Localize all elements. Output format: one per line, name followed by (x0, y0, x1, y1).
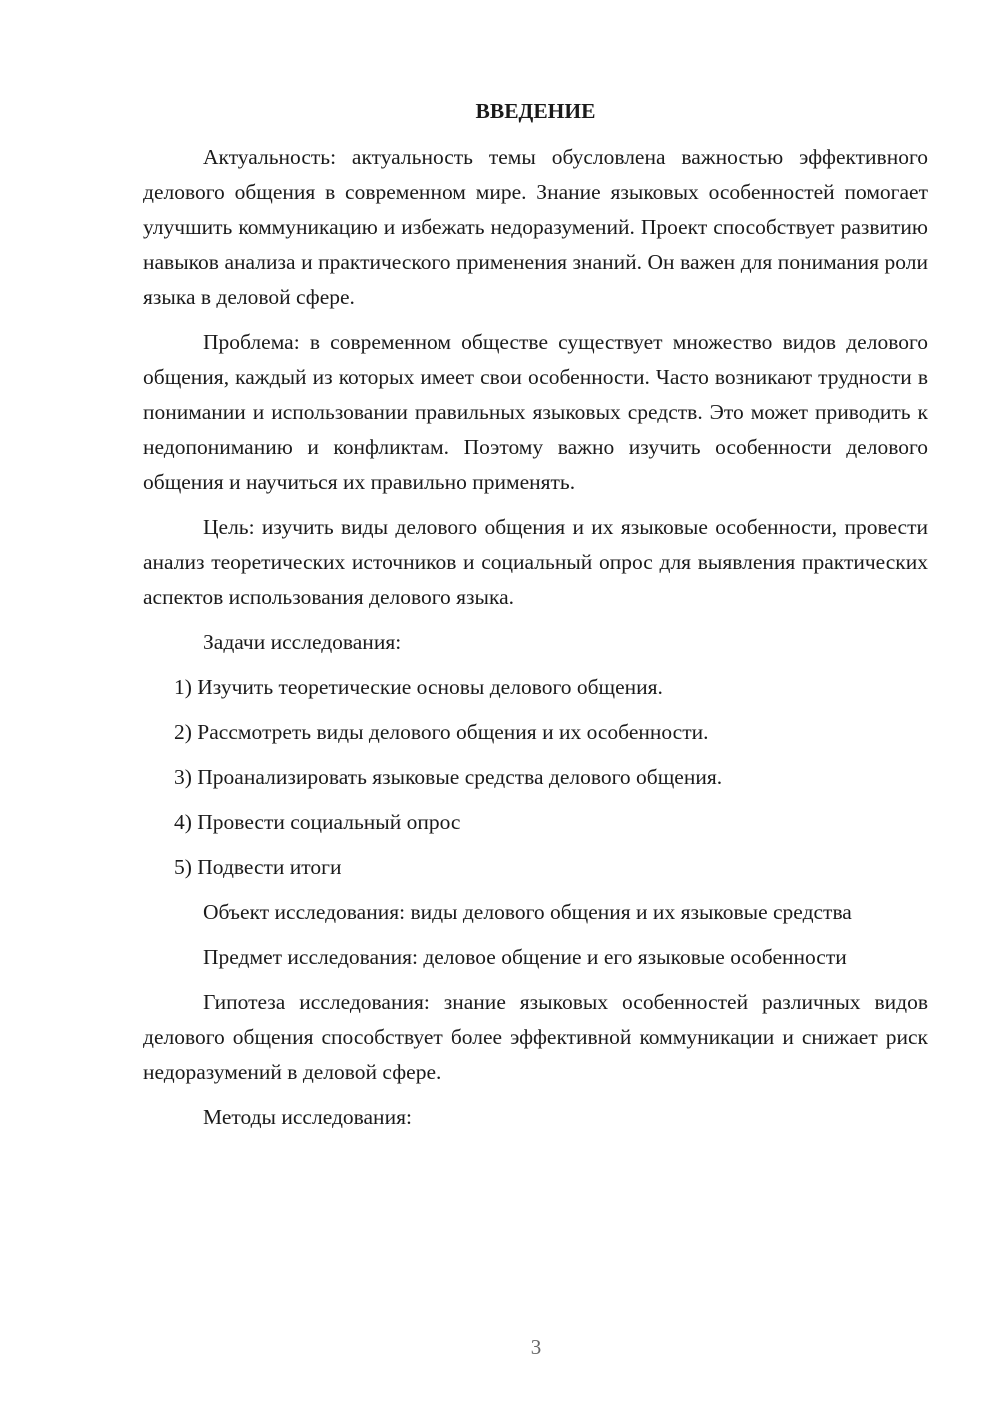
relevance-paragraph: Актуальность: актуальность темы обусловлена важностью эффективного делового общения в современном мире. Знание языковых особенностей помогает улучшить коммуникацию и избежать недоразумений. Проект способствует развитию навыков анализа и практического применения знаний. Он важен для понимания роли языка в деловой сфере. (143, 145, 928, 309)
subject-paragraph: Предмет исследования: деловое общение и его языковые особенности (203, 945, 847, 969)
list-item: 2) Рассмотреть виды делового общения и их особенности. (174, 720, 709, 744)
list-item: 3) Проанализировать языковые средства делового общения. (174, 765, 723, 789)
list-item: 4) Провести социальный опрос (174, 810, 461, 834)
methods-heading: Методы исследования: (203, 1105, 412, 1129)
problem-paragraph: Проблема: в современном обществе существует множество видов делового общения, каждый из которых имеет свои особенности. Часто возникают трудности в понимании и использовании правильных языковых средств. Это может приводить к недопониманию и конфликтам. Поэтому важно изучить особенности делового общения и научиться их правильно применять. (143, 330, 928, 494)
list-item: 5) Подвести итоги (174, 855, 342, 879)
tasks-heading: Задачи исследования: (203, 630, 402, 654)
document-page (143, 96, 928, 1145)
page-number: 3 (530, 1335, 542, 1359)
tasks-list (143, 670, 928, 885)
section-title: ВВЕДЕНИЕ (475, 99, 596, 123)
hypothesis-paragraph: Гипотеза исследования: знание языковых особенностей различных видов делового общения способствует более эффективной коммуникации и снижает риск недоразумений в деловой сфере. (143, 990, 928, 1084)
list-item: 1) Изучить теоретические основы делового общения. (174, 675, 663, 699)
goal-paragraph: Цель: изучить виды делового общения и их языковые особенности, провести анализ теоретических источников и социальный опрос для выявления практических аспектов использования делового языка. (143, 515, 928, 609)
object-paragraph: Объект исследования: виды делового общения и их языковые средства (203, 900, 852, 924)
